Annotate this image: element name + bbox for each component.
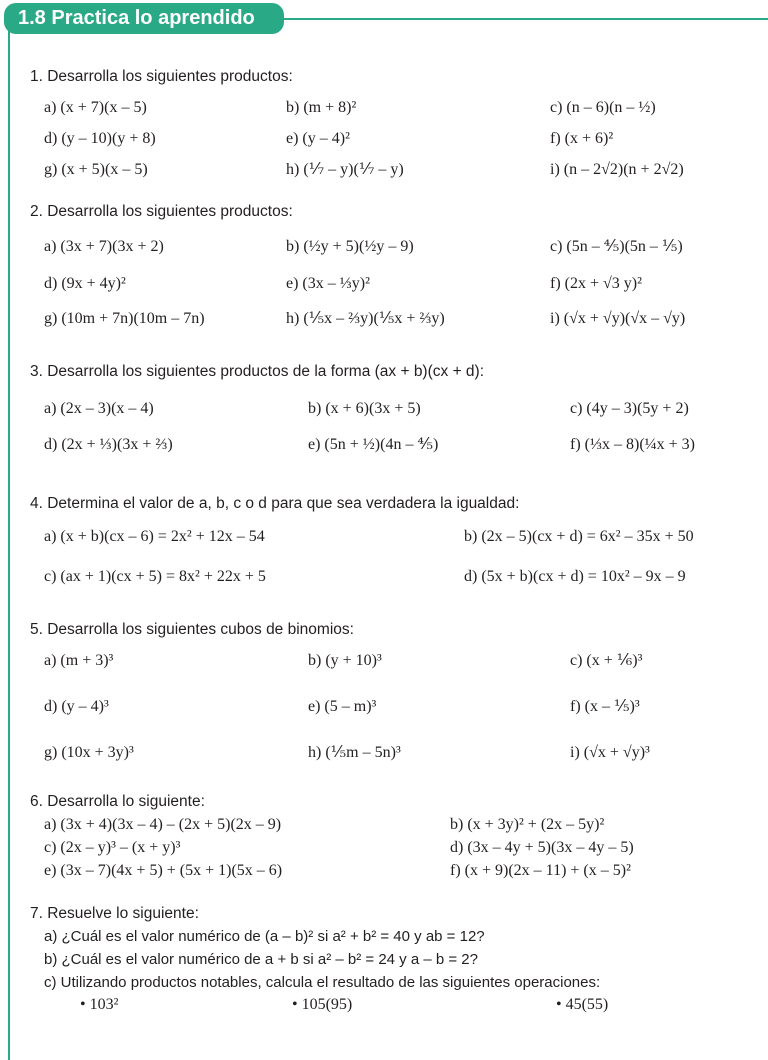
question-line: b) ¿Cuál es el valor numérico de a + b si a² – b² = 24 y a – b = 2?: [44, 951, 478, 968]
problem-item: c) (5n – ⅘)(5n – ⅕): [550, 238, 683, 255]
problem-item: f) (2x + √3 y)²: [550, 275, 642, 292]
problem-item: h) (⅐ – y)(⅐ – y): [286, 161, 404, 178]
problem-item: c) (n – 6)(n – ½): [550, 99, 656, 116]
exercise-heading: 3. Desarrolla los siguientes productos de la forma (ax + b)(cx + d):: [30, 363, 485, 380]
bullet-item: • 105(95): [292, 996, 353, 1013]
exercise-heading: 7. Resuelve lo siguiente:: [30, 905, 199, 922]
exercise-heading: 6. Desarrolla lo siguiente:: [30, 793, 205, 810]
problem-item: a) (m + 3)³: [44, 652, 114, 669]
problem-item: i) (√x + √y)³: [570, 744, 650, 761]
problem-item: i) (n – 2√2)(n + 2√2): [550, 161, 684, 178]
exercise-heading: 1. Desarrolla los siguientes productos:: [30, 68, 293, 85]
exercise-content: [30, 66, 768, 1016]
problem-item: d) (3x – 4y + 5)(3x – 4y – 5): [450, 839, 634, 856]
problem-item: g) (x + 5)(x – 5): [44, 161, 148, 178]
problem-item: i) (√x + √y)(√x – √y): [550, 310, 686, 327]
problem-item: e) (3x – ⅓y)²: [286, 275, 370, 292]
exercise-1: [30, 66, 768, 201]
problem-item: d) (2x + ⅓)(3x + ⅔): [44, 436, 173, 453]
problem-item: d) (y – 4)³: [44, 698, 109, 715]
problem-item: c) (x + ⅙)³: [570, 652, 643, 669]
problem-item: d) (9x + 4y)²: [44, 275, 126, 292]
exercise-heading: 5. Desarrolla los siguientes cubos de binomios:: [30, 621, 354, 638]
exercise-heading: 2. Desarrolla los siguientes productos:: [30, 203, 293, 220]
problem-item: a) (3x + 4)(3x – 4) – (2x + 5)(2x – 9): [44, 816, 282, 833]
problem-item: e) (y – 4)²: [286, 130, 350, 147]
bullet-item: • 103²: [80, 996, 119, 1013]
problem-item: f) (x + 9)(2x – 11) + (x – 5)²: [450, 862, 631, 879]
problem-item: b) (½y + 5)(½y – 9): [286, 238, 414, 255]
exercise-heading: 4. Determina el valor de a, b, c o d para que sea verdadera la igualdad:: [30, 495, 520, 512]
problem-item: c) (2x – y)³ – (x + y)³: [44, 839, 181, 856]
problem-item: a) (2x – 3)(x – 4): [44, 400, 154, 417]
problem-item: a) (x + 7)(x – 5): [44, 99, 147, 116]
problem-item: e) (5 – m)³: [308, 698, 377, 715]
problem-item: a) (3x + 7)(3x + 2): [44, 238, 164, 255]
problem-item: b) (y + 10)³: [308, 652, 382, 669]
problem-item: a) (x + b)(cx – 6) = 2x² + 12x – 54: [44, 528, 265, 545]
exercise-2: [30, 201, 768, 361]
problem-item: f) (⅓x – 8)(¼x + 3): [570, 436, 695, 453]
problem-item: f) (x + 6)²: [550, 130, 614, 147]
question-line: a) ¿Cuál es el valor numérico de (a – b)² si a² + b² = 40 y ab = 12?: [44, 928, 485, 945]
problem-item: b) (2x – 5)(cx + d) = 6x² – 35x + 50: [464, 528, 694, 545]
problem-item: c) (4y – 3)(5y + 2): [570, 400, 689, 417]
problem-item: h) (⅕m – 5n)³: [308, 744, 401, 761]
problem-item: g) (10x + 3y)³: [44, 744, 134, 761]
question-line: c) Utilizando productos notables, calcula el resultado de las siguientes operaciones:: [44, 974, 601, 991]
exercise-4: [30, 493, 768, 619]
exercise-5: [30, 619, 768, 791]
exercise-3: [30, 361, 768, 493]
problem-item: e) (5n + ½)(4n – ⅘): [308, 436, 439, 453]
operations-list: [30, 994, 768, 1016]
problem-item: c) (ax + 1)(cx + 5) = 8x² + 22x + 5: [44, 568, 266, 585]
problem-item: f) (x – ⅕)³: [570, 698, 640, 715]
problem-item: e) (3x – 7)(4x + 5) + (5x + 1)(5x – 6): [44, 862, 283, 879]
problem-item: d) (5x + b)(cx + d) = 10x² – 9x – 9: [464, 568, 686, 585]
exercise-6: [30, 791, 768, 903]
bullet-item: • 45(55): [556, 996, 609, 1013]
problem-item: h) (⅕x – ⅔y)(⅕x + ⅔y): [286, 310, 445, 327]
problem-item: b) (x + 3y)² + (2x – 5y)²: [450, 816, 605, 833]
exercise-7: [30, 903, 768, 1016]
problem-item: d) (y – 10)(y + 8): [44, 130, 156, 147]
page-title: 1.8 Practica lo aprendido: [4, 3, 284, 34]
problem-item: b) (m + 8)²: [286, 99, 357, 116]
problem-item: b) (x + 6)(3x + 5): [308, 400, 421, 417]
problem-item: g) (10m + 7n)(10m – 7n): [44, 310, 205, 327]
